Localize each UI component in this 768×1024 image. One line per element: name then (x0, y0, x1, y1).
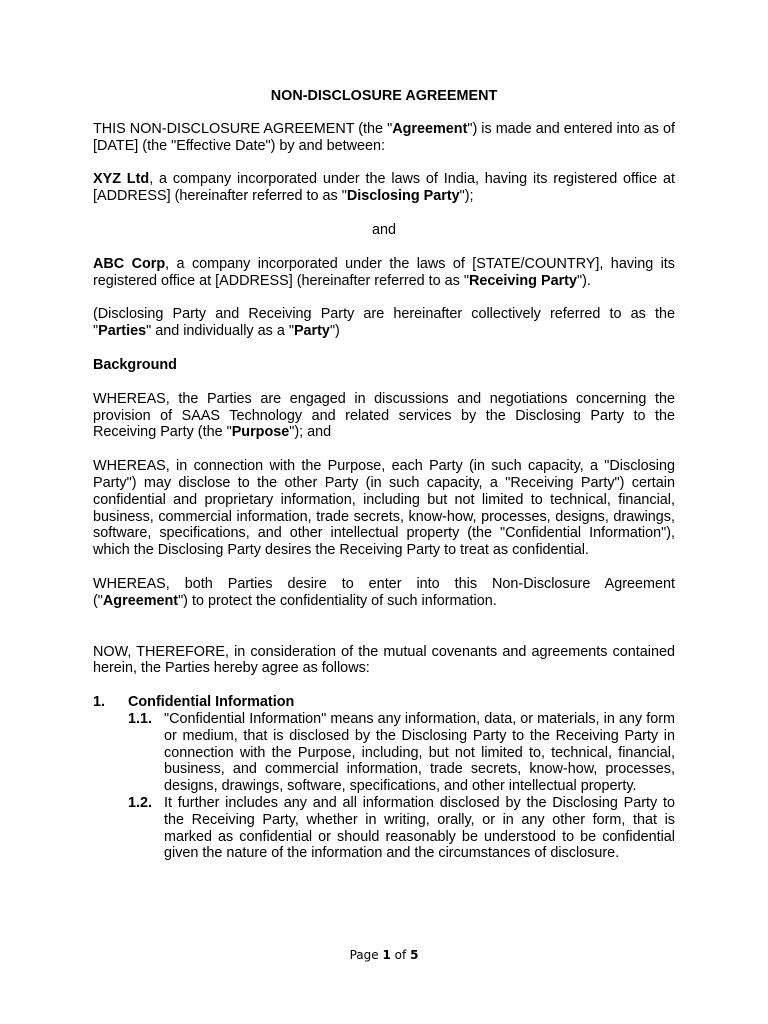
collective-text-c: " and individually as a " (146, 323, 294, 340)
party2-text-a: , a company incorporated under the laws of [STATE/COUNTRY], having its registered office at [ADDRESS] (hereinafter referred to as " (93, 255, 675, 289)
clause-1-1 (93, 711, 675, 795)
party2-name: ABC Corp (93, 255, 166, 272)
party1-role: Disclosing Party (346, 188, 460, 205)
whereas-1-paragraph (93, 391, 675, 441)
collective-text-e: ") (329, 323, 340, 340)
and-separator: and (371, 221, 396, 238)
clause-1-2-text: It further includes any and all information disclosed by the Disclosing Party to the Receiving Party, whether in writing, orally, or in any other form, that is marked as confidential or should reasonably be understood to be confidential given the nature of the information and the circumstances of disclosure. (164, 794, 675, 862)
whereas-1-text-c: "); and (289, 424, 332, 441)
section-1-heading (93, 694, 675, 711)
whereas-3-text-a: WHEREAS, both Parties desire to enter into this Non-Disclosure Agreement (" (93, 575, 675, 609)
party1-paragraph (93, 171, 675, 205)
party2-text-b: "). (576, 272, 591, 289)
whereas-3-paragraph (93, 576, 675, 610)
background-heading: Background (93, 356, 177, 373)
whereas-1-purpose-term: Purpose (231, 424, 290, 441)
collective-parties-term: Parties (98, 323, 147, 340)
party1-text-b: "); (459, 188, 474, 205)
whereas-3-agreement-term: Agreement (102, 592, 179, 609)
footer-total-pages: 5 (410, 948, 419, 962)
intro-text-c: ") is made and entered into as of [DATE] (the "Effective Date") by and between: (93, 120, 675, 154)
intro-text-a: THIS NON-DISCLOSURE AGREEMENT (the " (93, 120, 393, 137)
party1-text-a: , a company incorporated under the laws of India, having its registered office at [ADDRESS] (hereinafter referred to as " (93, 171, 675, 205)
document-title: NON-DISCLOSURE AGREEMENT (270, 88, 498, 104)
footer-of-word: of (394, 948, 407, 962)
section-1-title: Confidential Information (128, 694, 295, 711)
collective-paragraph (93, 306, 675, 340)
clause-1-1-number: 1.1. (128, 710, 153, 727)
party2-paragraph (93, 256, 675, 290)
footer-current-page: 1 (382, 948, 391, 962)
clause-1-2 (93, 795, 675, 862)
clause-1-2-number: 1.2. (128, 794, 153, 811)
whereas-1-text-a: WHEREAS, the Parties are engaged in discussions and negotiations concerning the provision of SAAS Technology and related services by the Disclosing Party to the Receiving Party (the " (93, 390, 675, 441)
whereas-3-text-c: ") to protect the confidentiality of such information. (178, 592, 497, 609)
footer-page-word: Page (349, 948, 379, 962)
section-1-number: 1. (93, 694, 106, 711)
document-body (93, 88, 675, 862)
whereas-2-paragraph: WHEREAS, in connection with the Purpose, each Party (in such capacity, a "Disclosing Party") may disclose to the other Party (in such capacity, a "Receiving Party") certain confidential and proprietary information, including but not limited to technical, financial, business, commercial information, trade secrets, know-how, processes, designs, drawings, software, specifications, and other intellectual property (the "Confidential Information"), which the Disclosing Party desires the Receiving Party to treat as confidential. (93, 458, 675, 559)
intro-paragraph (93, 121, 675, 155)
collective-party-term: Party (293, 323, 330, 340)
now-therefore-paragraph: NOW, THEREFORE, in consideration of the mutual covenants and agreements contained herein, the Parties hereby agree as follows: (93, 643, 675, 677)
clause-1-1-text: "Confidential Information" means any information, data, or materials, in any form or medium, that is disclosed by the Disclosing Party to the Receiving Party in connection with the Purpose, including, but not limited to, technical, financial, business, and commercial information, trade secrets, know-how, processes, designs, drawings, software, specifications, and other intellectual property. (164, 710, 675, 795)
party1-name: XYZ Ltd (93, 171, 150, 188)
party2-role: Receiving Party (468, 272, 577, 289)
collective-text-a: (Disclosing Party and Receiving Party are hereinafter collectively referred to as the " (93, 306, 675, 340)
page-footer (0, 948, 768, 962)
intro-agreement-term: Agreement (392, 120, 468, 137)
